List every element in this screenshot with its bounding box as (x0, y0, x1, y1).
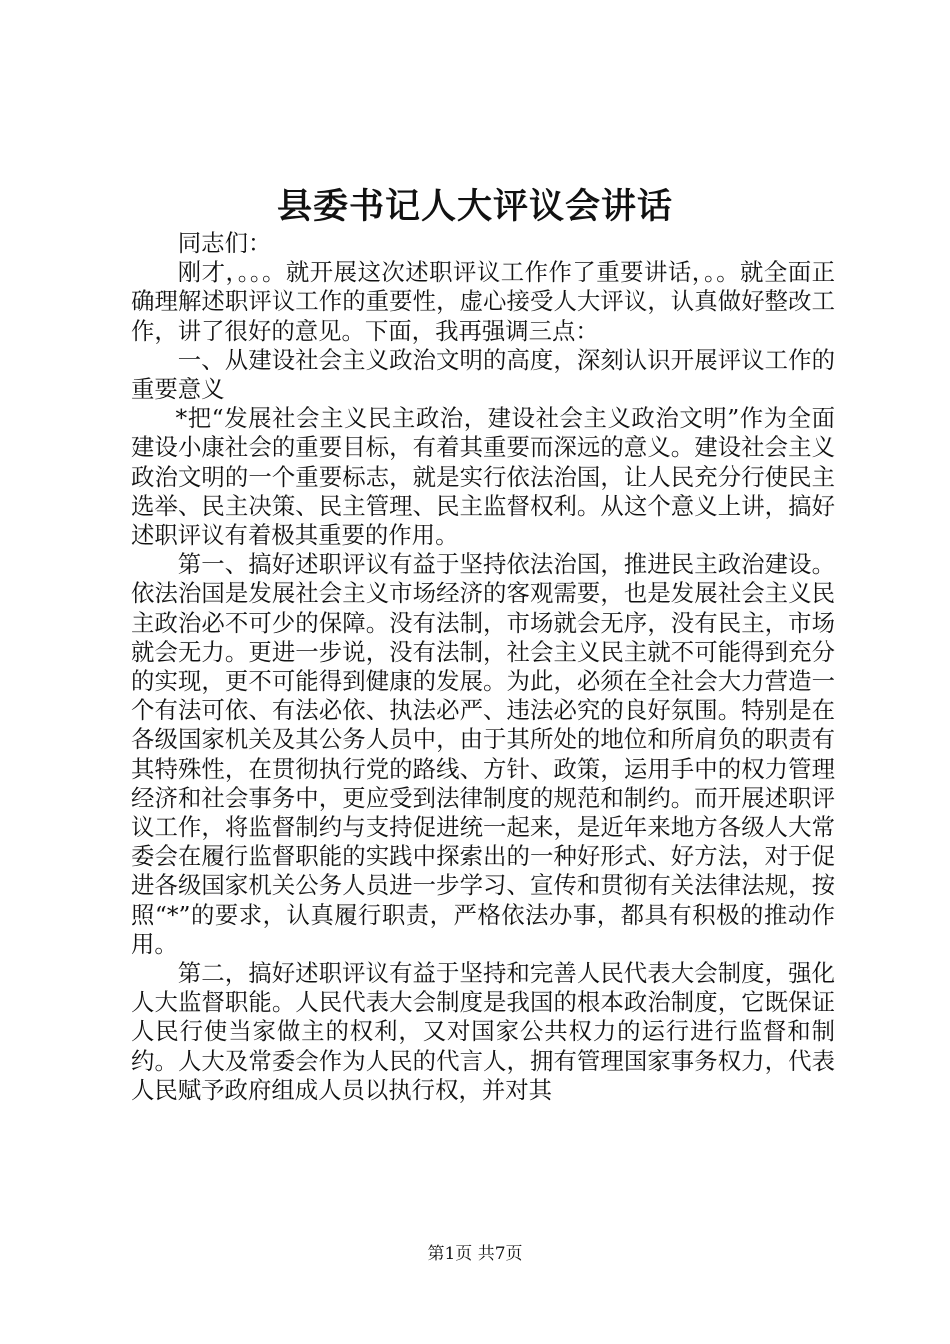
page-footer: 第1页 共7页 (427, 1244, 523, 1264)
body-paragraph: *把“发展社会主义民主政治，建设社会主义政治文明”作为全面建设小康社会的重要目标，有着其重要而深远的意义。建设社会主义政治文明的一个重要标志，就是实行依法治国，让人民充分行使民主选举、民主决策、民主管理、民主监督权利。从这个意义上讲，搞好述职评议有着极其重要的作用。 (131, 404, 835, 550)
document-title: 县委书记人大评议会讲话 (276, 186, 673, 227)
body-paragraph: 第二，搞好述职评议有益于坚持和完善人民代表大会制度，强化人大监督职能。人民代表大会制度是我国的根本政治制度，它既保证人民行使当家做主的权利，又对国家公共权力的运行进行监督和制约。人大及常委会作为人民的代言人，拥有管理国家事务权力，代表人民赋予政府组成人员以执行权，并对其 (131, 959, 835, 1104)
document-body (131, 229, 835, 1105)
salutation-paragraph: 同志们： (177, 229, 272, 257)
section-heading-1: 一、从建设社会主义政治文明的高度，深刻认识开展评议工作的重要意义 (131, 345, 835, 404)
intro-paragraph: 刚才，。。。就开展这次述职评议工作作了重要讲话，。。就全面正确理解述职评议工作的重要性，虚心接受人大评议，认真做好整改工作，讲了很好的意见。下面，我再强调三点： (131, 258, 835, 345)
body-paragraph: 第一、搞好述职评议有益于坚持依法治国，推进民主政治建设。依法治国是发展社会主义市场经济的客观需要，也是发展社会主义民主政治必不可少的保障。没有法制，市场就会无序，没有民主，市场就会无力。更进一步说，没有法制，社会主义民主就不可能得到充分的实现，更不可能得到健康的发展。为此，必须在全社会大力营造一个有法可依、有法必依、执法必严、违法必究的良好氛围。特别是在各级国家机关及其公务人员中，由于其所处的地位和所肩负的职责有其特殊性，在贯彻执行党的路线、方针、政策，运用手中的权力管理经济和社会事务中，更应受到法律制度的规范和制约。而开展述职评议工作，将监督制约与支持促进统一起来，是近年来地方各级人大常委会在履行监督职能的实践中探索出的一种好形式、好方法，对于促进各级国家机关公务人员进一步学习、宣传和贯彻有关法律法规，按照“*”的要求，认真履行职责，严格依法办事，都具有积极的推动作用。 (131, 550, 835, 958)
